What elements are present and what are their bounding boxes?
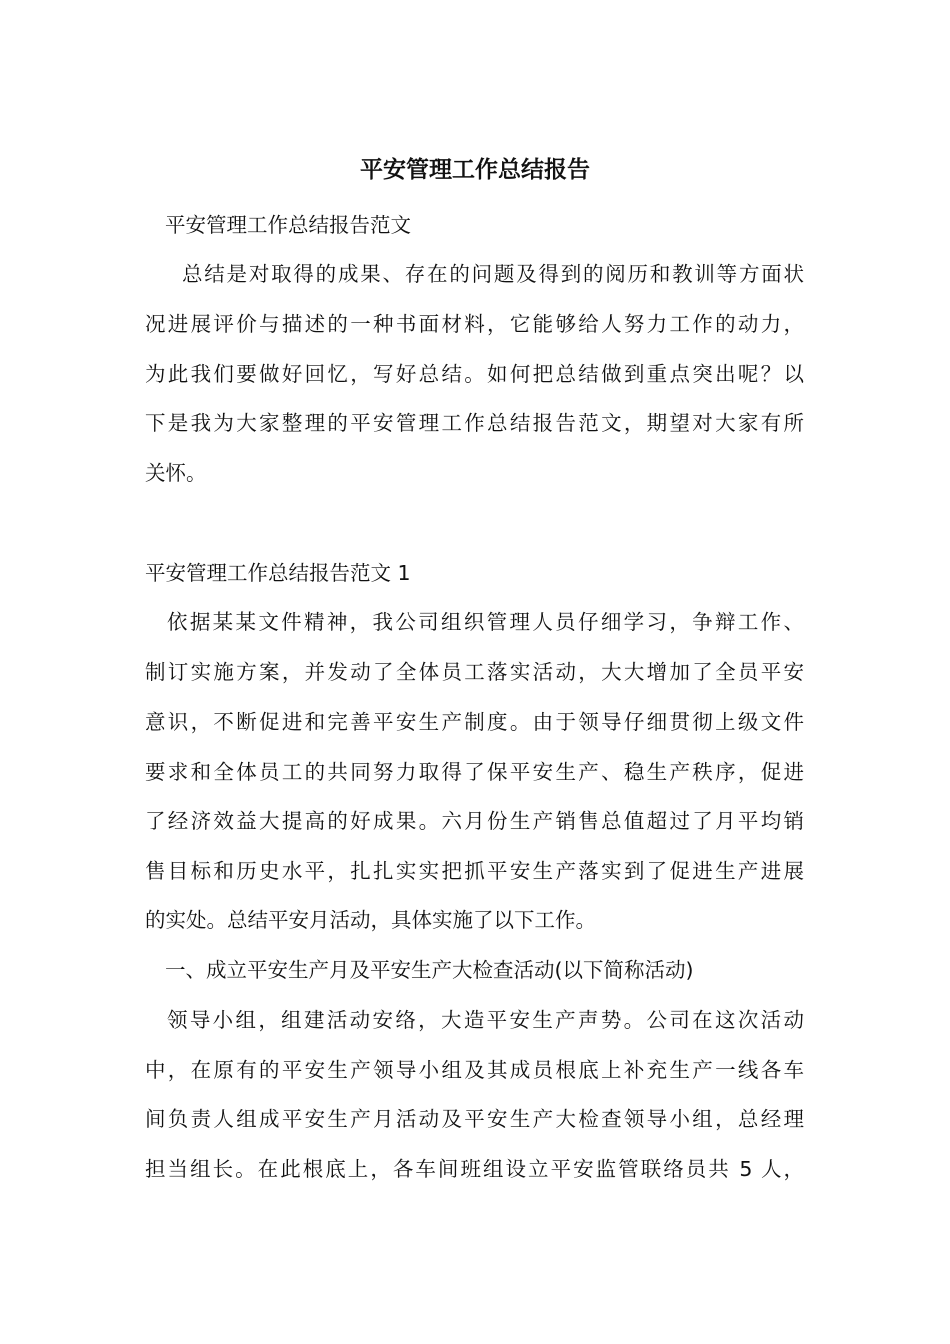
paragraph-line: 况进展评价与描述的一种书面材料，它能够给人努力工作的动力，	[145, 312, 804, 336]
paragraph-line: 为此我们要做好回忆，写好总结。如何把总结做到重点突出呢？以	[145, 362, 804, 386]
section-heading: 平安管理工作总结报告范文 1	[145, 561, 411, 585]
paragraph-line: 依据某某文件精神，我公司组织管理人员仔细学习，争辩工作、	[167, 610, 804, 634]
document-subtitle: 平安管理工作总结报告范文	[165, 213, 411, 237]
paragraph-line: 要求和全体员工的共同努力取得了保平安生产、稳生产秩序，促进	[145, 760, 804, 784]
paragraph-line: 间负责人组成平安生产月活动及平安生产大检查领导小组，总经理	[145, 1107, 804, 1131]
paragraph-line: 中，在原有的平安生产领导小组及其成员根底上补充生产一线各车	[145, 1058, 804, 1082]
paragraph-line: 的实处。总结平安月活动，具体实施了以下工作。	[145, 908, 596, 932]
paragraph-line: 下是我为大家整理的平安管理工作总结报告范文，期望对大家有所	[145, 411, 804, 435]
paragraph-line: 领导小组，组建活动安络，大造平安生产声势。公司在这次活动	[167, 1008, 804, 1032]
paragraph-line: 售目标和历史水平，扎扎实实把抓平安生产落实到了促进生产进展	[145, 859, 804, 883]
paragraph-line: 总结是对取得的成果、存在的问题及得到的阅历和教训等方面状	[182, 262, 804, 286]
paragraph-line: 担当组长。在此根底上，各车间班组设立平安监管联络员共 5 人，	[145, 1157, 804, 1181]
item-heading: 一、成立平安生产月及平安生产大检查活动(以下简称活动)	[165, 958, 694, 982]
document-title: 平安管理工作总结报告	[360, 157, 590, 183]
paragraph-line: 关怀。	[145, 461, 207, 485]
paragraph-line: 了经济效益大提高的好成果。六月份生产销售总值超过了月平均销	[145, 809, 804, 833]
paragraph-line: 意识，不断促进和完善平安生产制度。由于领导仔细贯彻上级文件	[145, 710, 804, 734]
paragraph-line: 制订实施方案，并发动了全体员工落实活动，大大增加了全员平安	[145, 660, 804, 684]
